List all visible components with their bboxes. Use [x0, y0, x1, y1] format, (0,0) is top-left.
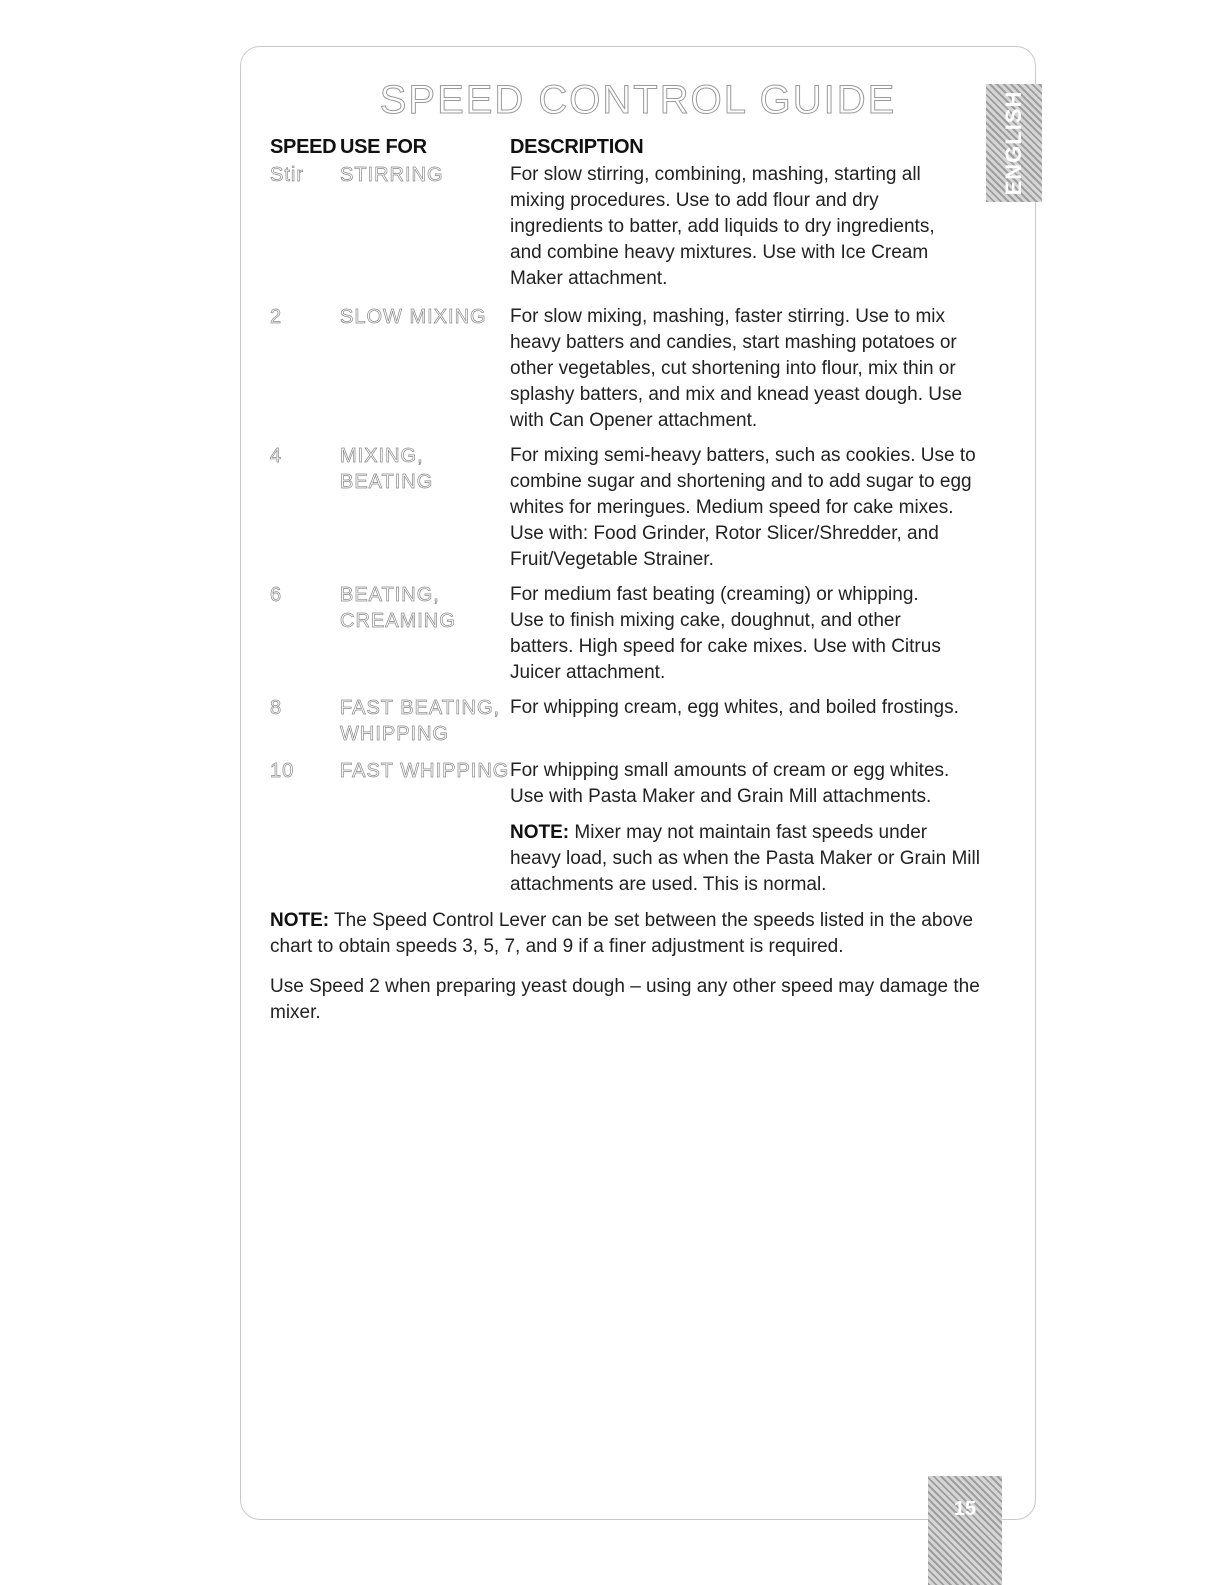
use-for-value: BEATING, CREAMING	[340, 584, 456, 632]
use-for-value: STIRRING	[340, 164, 444, 186]
speed-lever-note	[270, 908, 990, 960]
note-text: Mixer may not maintain fast speeds under heavy load, such as when the Pasta Maker or Grain Mill attachments are used. This is normal.	[510, 822, 980, 895]
note-label: NOTE:	[270, 910, 330, 931]
use-for-value: FAST BEATING, WHIPPING	[340, 697, 501, 745]
note-text: The Speed Control Lever can be set between the speeds listed in the above chart to obtain speeds 3, 5, 7, and 9 if a finer adjustment is required.	[270, 910, 974, 957]
speed-value: 8	[270, 697, 283, 719]
speed-description: For whipping small amounts of cream or egg whites. Use with Pasta Maker and Grain Mill attachments.	[510, 760, 950, 807]
page-number-tab	[928, 1476, 1002, 1585]
speed-value: 2	[270, 306, 283, 328]
speed-description: For slow mixing, mashing, faster stirring. Use to mix heavy batters and candies, start mashing potatoes or other vegetables, cut shortening into flour, mix thin or splashy batters, and mix and knead yeast dough. Use with Can Opener attachment.	[510, 306, 963, 431]
language-tab	[986, 84, 1042, 202]
note-label: NOTE:	[510, 822, 570, 843]
speed-value: 4	[270, 445, 283, 467]
fast-speed-note	[510, 820, 980, 898]
page-number: 15	[953, 1498, 977, 1520]
language-tab-label: ENGLISH	[1001, 90, 1026, 196]
speed-description: For slow stirring, combining, mashing, starting all mixing procedures. Use to add flour and dry ingredients to batter, add liquids to dry ingredients, and combine heavy mixtures. Use with Ice Cream Maker attachment.	[510, 164, 935, 289]
speed-value: 6	[270, 584, 283, 606]
speed-description: For whipping cream, egg whites, and boiled frostings.	[510, 697, 959, 718]
speed-value: Stir	[270, 164, 304, 186]
speed-description: For mixing semi-heavy batters, such as cookies. Use to combine sugar and shortening and to add sugar to egg whites for meringues. Medium speed for cake mixes. Use with: Food Grinder, Rotor Slicer/Shredder, and Fruit/Vegetable Strainer.	[510, 445, 976, 570]
speed-column-header: SPEED	[270, 136, 337, 158]
use-for-column-header: USE FOR	[340, 136, 427, 158]
page-title: SPEED CONTROL GUIDE	[379, 78, 897, 122]
speed-description: For medium fast beating (creaming) or whipping. Use to finish mixing cake, doughnut, and other batters. High speed for cake mixes. Use with Citrus Juicer attachment.	[510, 584, 941, 683]
use-for-value: FAST WHIPPING	[340, 760, 510, 782]
description-column-header: DESCRIPTION	[510, 136, 644, 158]
speed-value: 10	[270, 760, 295, 782]
yeast-dough-warning: Use Speed 2 when preparing yeast dough – using any other speed may damage the mixer.	[270, 976, 980, 1023]
use-for-value: SLOW MIXING	[340, 306, 487, 328]
use-for-value: MIXING, BEATING	[340, 445, 434, 493]
